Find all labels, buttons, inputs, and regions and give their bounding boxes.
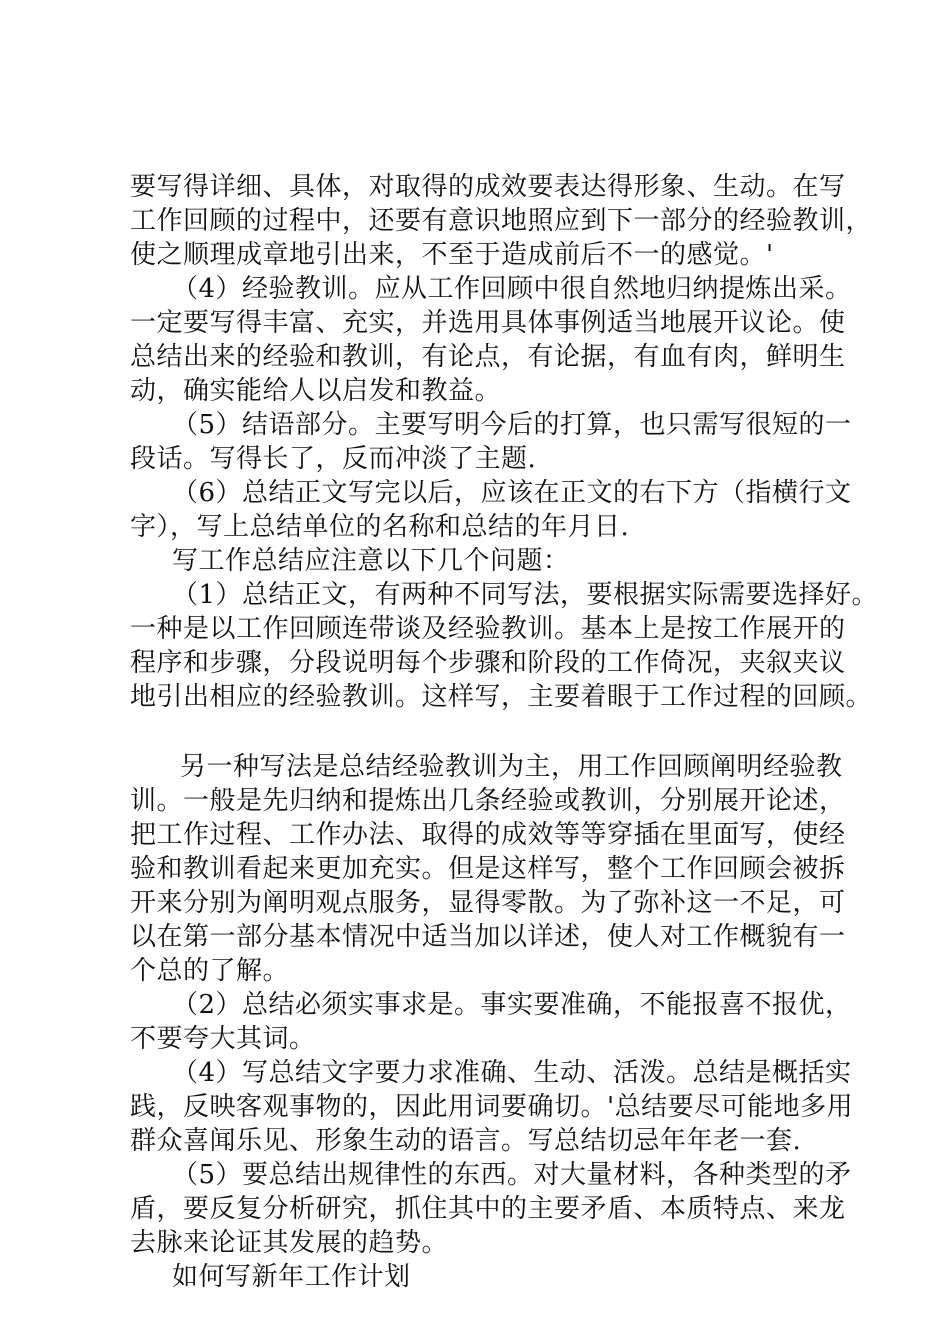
text-line: （6）总结正文写完以后，应该在正文的右下方（指横行文 bbox=[172, 478, 852, 508]
text-line: 字），写上总结单位的名称和总结的年月日. bbox=[130, 512, 630, 542]
text-line: 地引出相应的经验教训。这样写，主要着眼于工作过程的回顾。 bbox=[130, 682, 873, 712]
text-line: 要写得详细、具体，对取得的成效要表达得形象、生动。在写 bbox=[130, 172, 846, 202]
text-line: 段话。写得长了，反而冲淡了主题. bbox=[130, 444, 537, 474]
text-line: 践，反映客观事物的，因此用词要确切。'总结要尽可能地多用 bbox=[130, 1092, 854, 1122]
text-line: 动，确实能给人以启发和教益。 bbox=[130, 376, 502, 406]
text-line: （2）总结必须实事求是。事实要准确，不能报喜不报优， bbox=[172, 990, 852, 1020]
text-line: 去脉来论证其发展的趋势。 bbox=[130, 1228, 449, 1258]
text-line: 个总的了解。 bbox=[130, 956, 290, 986]
text-line: 不要夸大其词。 bbox=[130, 1024, 316, 1054]
text-line: 验和教训看起来更加充实。但是这样写，整个工作回顾会被拆 bbox=[130, 854, 846, 884]
text-line: （5）结语部分。主要写明今后的打算，也只需写很短的一 bbox=[172, 410, 852, 440]
text-line: 写工作总结应注意以下几个问题： bbox=[172, 546, 570, 576]
text-line: 群众喜闻乐见、形象生动的语言。写总结切忌年年老一套. bbox=[130, 1126, 802, 1156]
text-line: （4）写总结文字要力求准确、生动、活泼。总结是概括实 bbox=[172, 1058, 852, 1088]
text-line: 工作回顾的过程中，还要有意识地照应到下一部分的经验教训， bbox=[130, 206, 873, 236]
text-line: 一定要写得丰富、充实，并选用具体事例适当地展开议论。使 bbox=[130, 308, 846, 338]
section-heading: 如何写新年工作计划 bbox=[172, 1262, 411, 1292]
text-line: 总结出来的经验和教训，有论点，有论据，有血有肉，鲜明生 bbox=[130, 342, 846, 372]
text-line: 另一种写法是总结经验教训为主，用工作回顾阐明经验教 bbox=[180, 752, 843, 782]
text-line: 一种是以工作回顾连带谈及经验教训。基本上是按工作展开的 bbox=[130, 614, 846, 644]
text-line: 把工作过程、工作办法、取得的成效等等穿插在里面写，使经 bbox=[130, 820, 846, 850]
text-line: （5）要总结出规律性的东西。对大量材料，各种类型的矛 bbox=[172, 1160, 852, 1190]
text-line: 开来分别为阐明观点服务，显得零散。为了弥补这一不足，可 bbox=[130, 888, 846, 918]
text-line: （4）经验教训。应从工作回顾中很自然地归纳提炼出采。 bbox=[172, 274, 852, 304]
text-line: 使之顺理成章地引出来，不至于造成前后不一的感觉。' bbox=[130, 240, 774, 270]
text-line: 以在第一部分基本情况中适当加以详述，使人对工作概貌有一 bbox=[130, 922, 846, 952]
text-line: 盾，要反复分析研究，抓住其中的主要矛盾、本质特点、来龙 bbox=[130, 1194, 846, 1224]
text-line: （1）总结正文，有两种不同写法，要根据实际需要选择好。 bbox=[172, 580, 879, 610]
text-line: 训。一般是先归纳和提炼出几条经验或教训，分别展开论述， bbox=[130, 786, 846, 816]
text-line: 程序和步骤，分段说明每个步骤和阶段的工作倚况，夹叙夹议 bbox=[130, 648, 846, 678]
